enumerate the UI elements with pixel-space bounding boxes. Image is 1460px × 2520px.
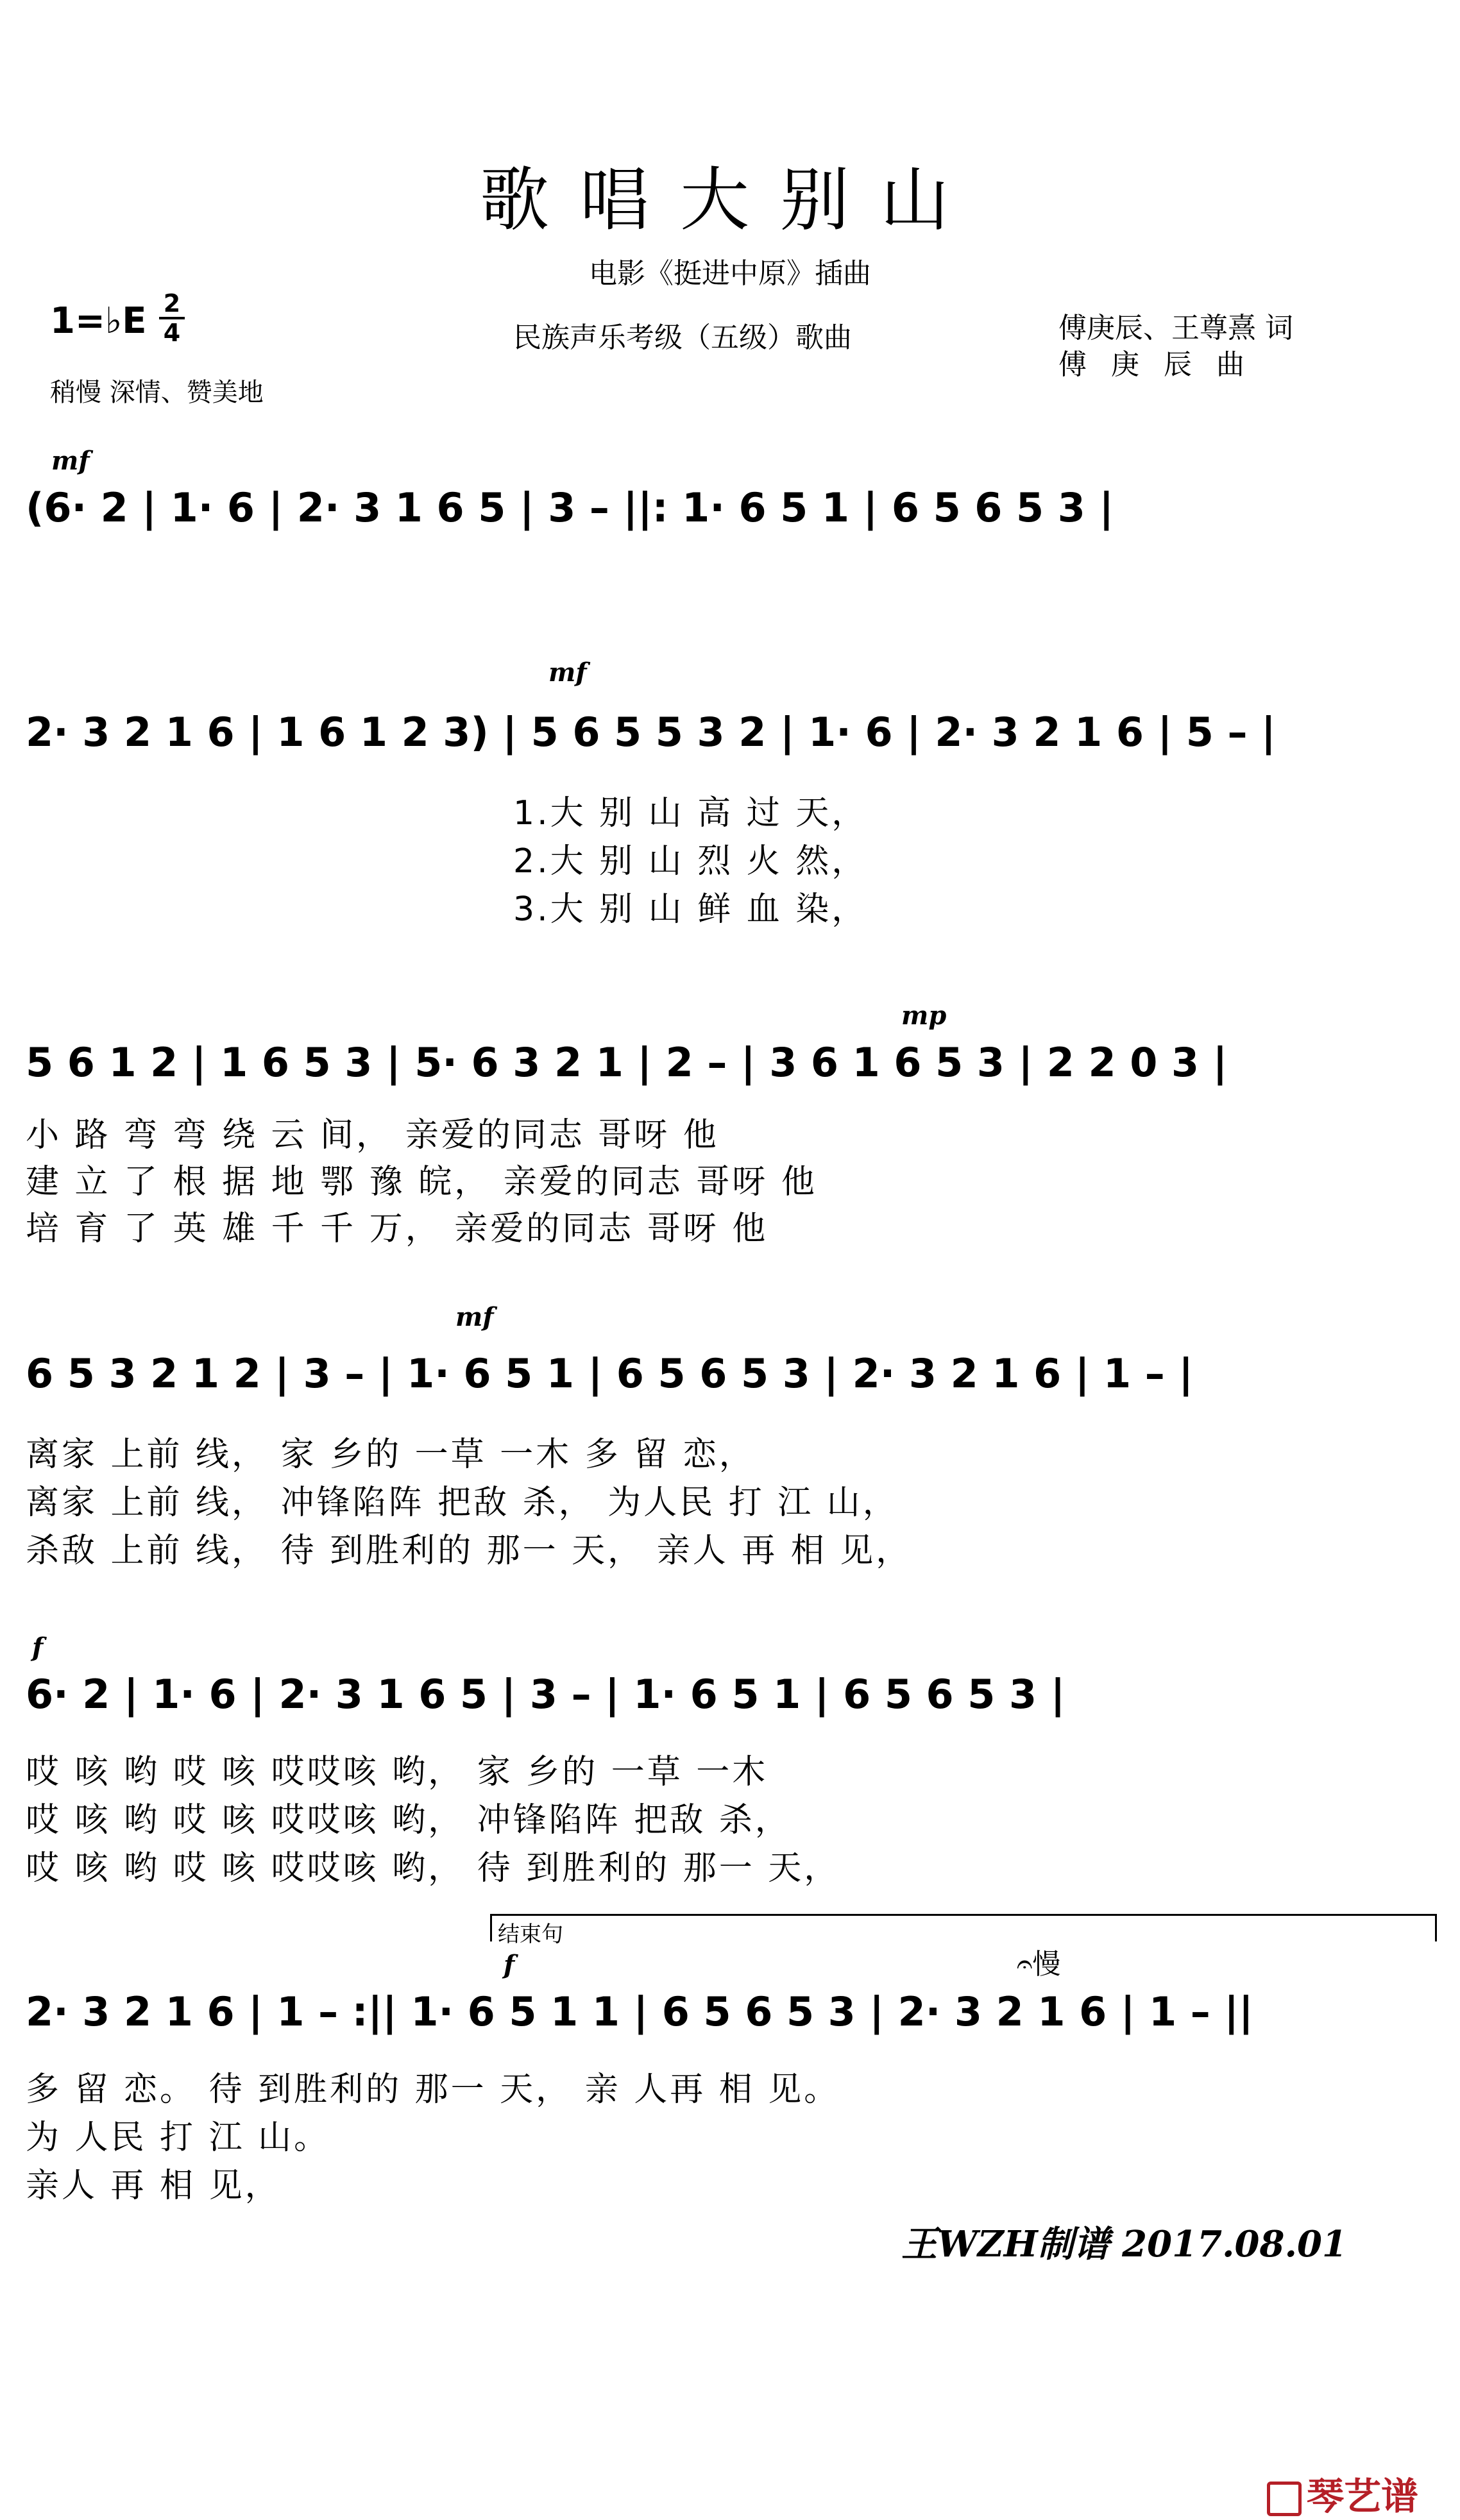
- dynamic-mark: mp: [901, 1001, 947, 1031]
- watermark-text: 琴艺谱: [1307, 2474, 1419, 2518]
- lyric-line: 杀敌 上前 线， 待 到胜利的 那一 天， 亲人 再 相 见，: [26, 1532, 912, 1570]
- notation-system-6: 2· 3 2 1 6 | 1 – :|| 1· 6 5 1 1 | 6 5 6 5 3 | 2· 3 2 1 6 | 1 – ||: [26, 1988, 1253, 2035]
- slow-marking: 𝄐慢: [1017, 1948, 1061, 1981]
- logo-icon: [1267, 2482, 1302, 2516]
- dynamic-mark: f: [32, 1632, 44, 1662]
- notation-system-3: 5 6 1 2 | 1 6 5 3 | 5· 6 3 2 1 | 2 – | 3 6 1 6 5 3 | 2 2 0 3 |: [26, 1039, 1228, 1086]
- lyric-line: 哎 咳 哟 哎 咳 哎哎咳 哟， 家 乡的 一草 一木: [26, 1753, 768, 1791]
- tempo-marking: 稍慢 深情、赞美地: [50, 378, 264, 407]
- lyric-line: 1.大 别 山 高 过 天，: [513, 794, 868, 833]
- credits-composer: 傅 庚 辰 曲: [1058, 348, 1252, 381]
- key-signature: 1=♭E: [50, 300, 147, 342]
- transcriber-signature: 王WZH制谱 2017.08.01: [901, 2223, 1347, 2265]
- lyric-line: 哎 咳 哟 哎 咳 哎哎咳 哟， 待 到胜利的 那一 天，: [26, 1849, 840, 1888]
- lyric-line: 3.大 别 山 鲜 血 染，: [513, 890, 868, 929]
- song-category: 民族声乐考级（五级）歌曲: [513, 321, 852, 354]
- lyric-line: 为 人民 打 江 山。: [26, 2118, 330, 2157]
- lyric-line: 哎 咳 哟 哎 咳 哎哎咳 哟， 冲锋陷阵 把敌 杀，: [26, 1801, 791, 1839]
- notation-system-4: 6 5 3 2 1 2 | 3 – | 1· 6 5 1 | 6 5 6 5 3 | 2· 3 2 1 6 | 1 – |: [26, 1350, 1194, 1397]
- song-subtitle: 电影《挺进中原》插曲: [589, 257, 871, 290]
- notation-system-2: 2· 3 2 1 6 | 1 6 1 2 3) | 5 6 5 5 3 2 | 1· 6 | 2· 3 2 1 6 | 5 – |: [26, 709, 1276, 756]
- ending-bracket: [490, 1914, 1437, 1941]
- site-watermark: [1267, 2466, 1418, 2520]
- lyric-line: 亲人 再 相 见，: [26, 2167, 281, 2205]
- dynamic-mark: mf: [455, 1302, 494, 1332]
- lyric-line: 2.大 别 山 烈 火 然，: [513, 842, 868, 881]
- dynamic-mark: f: [504, 1950, 515, 1980]
- lyric-line: 离家 上前 线， 家 乡的 一草 一木 多 留 恋，: [26, 1435, 755, 1474]
- credits-lyricist: 傅庚辰、王尊熹 词: [1058, 312, 1293, 344]
- lyric-line: 建 立 了 根 据 地 鄂 豫 皖， 亲爱的同志 哥呀 他: [26, 1163, 817, 1201]
- time-signature-bottom: 4: [163, 319, 181, 347]
- song-title: 歌唱大别山: [479, 160, 980, 241]
- lyric-line: 离家 上前 线， 冲锋陷阵 把敌 杀， 为人民 打 江 山，: [26, 1484, 899, 1522]
- ending-label: 结束句: [498, 1922, 563, 1947]
- time-signature: [159, 290, 185, 346]
- dynamic-mark: mf: [548, 657, 587, 688]
- dynamic-mark: mf: [51, 446, 90, 476]
- lyric-line: 多 留 恋。 待 到胜利的 那一 天， 亲 人再 相 见。: [26, 2070, 840, 2109]
- notation-system-1: (6· 2 | 1· 6 | 2· 3 1 6 5 | 3 – ||: 1· 6 5 1 | 6 5 6 5 3 |: [26, 484, 1114, 531]
- lyric-line: 小 路 弯 弯 绕 云 间， 亲爱的同志 哥呀 他: [26, 1116, 719, 1154]
- time-signature-top: 2: [159, 290, 185, 319]
- notation-system-5: 6· 2 | 1· 6 | 2· 3 1 6 5 | 3 – | 1· 6 5 1 | 6 5 6 5 3 |: [26, 1671, 1065, 1718]
- lyric-line: 培 育 了 英 雄 千 千 万， 亲爱的同志 哥呀 他: [26, 1210, 768, 1248]
